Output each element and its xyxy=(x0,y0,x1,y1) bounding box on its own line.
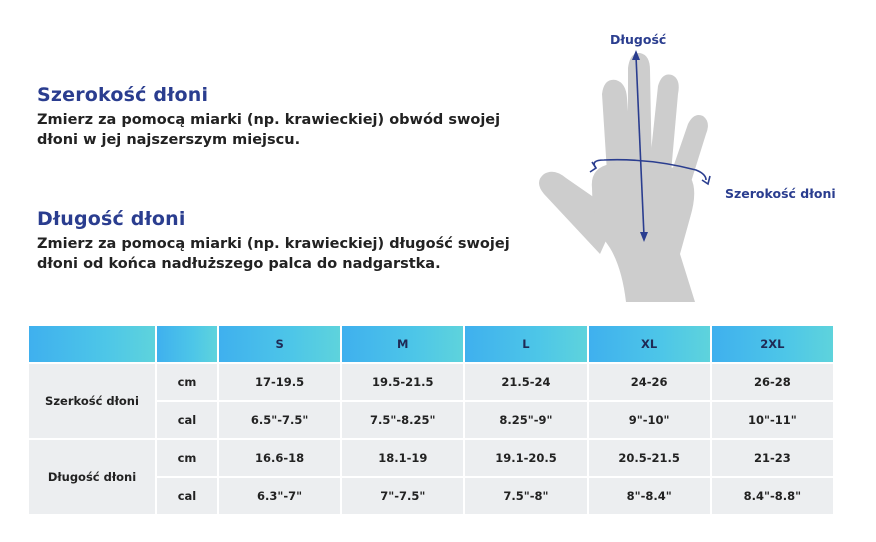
length-title: Długość dłoni xyxy=(37,208,186,230)
value-cell: 16.6-18 xyxy=(218,439,341,477)
value-cell: 17-19.5 xyxy=(218,363,341,401)
value-cell: 19.1-20.5 xyxy=(464,439,587,477)
unit-cell: cm xyxy=(156,363,218,401)
value-cell: 7.5"-8.25" xyxy=(341,401,464,439)
value-cell: 8.4"-8.8" xyxy=(711,477,834,515)
value-cell: 6.3"-7" xyxy=(218,477,341,515)
length-instructions: Zmierz za pomocą miarki (np. krawieckiej) długość swojej dłoni od końca nadłuższego palca do nadgarstka. xyxy=(37,236,510,272)
value-cell: 6.5"-7.5" xyxy=(218,401,341,439)
value-cell: 7"-7.5" xyxy=(341,477,464,515)
width-label: Szerokość dłoni xyxy=(725,186,836,201)
size-table xyxy=(27,324,835,516)
value-cell: 8.25"-9" xyxy=(464,401,587,439)
length-label: Długość xyxy=(610,32,667,47)
value-cell: 24-26 xyxy=(588,363,711,401)
header-empty-cell xyxy=(156,325,218,363)
value-cell: 9"-10" xyxy=(588,401,711,439)
value-cell: 10"-11" xyxy=(711,401,834,439)
unit-cell: cal xyxy=(156,477,218,515)
unit-cell: cm xyxy=(156,439,218,477)
hand-diagram xyxy=(530,28,870,308)
value-cell: 8"-8.4" xyxy=(588,477,711,515)
size-header: XL xyxy=(588,325,711,363)
size-header: S xyxy=(218,325,341,363)
value-cell: 7.5"-8" xyxy=(464,477,587,515)
value-cell: 20.5-21.5 xyxy=(588,439,711,477)
value-cell: 26-28 xyxy=(711,363,834,401)
value-cell: 18.1-19 xyxy=(341,439,464,477)
size-header-row xyxy=(28,325,834,363)
width-instructions: Zmierz za pomocą miarki (np. krawieckiej) obwód swojej dłoni w jej najszerszym miejscu. xyxy=(37,112,501,148)
group-label: Długość dłoni xyxy=(28,439,156,515)
width-section xyxy=(37,84,527,150)
group-label: Szerkość dłoni xyxy=(28,363,156,439)
table-row xyxy=(28,363,834,401)
size-header: 2XL xyxy=(711,325,834,363)
hand-icon xyxy=(530,28,870,308)
hand-silhouette xyxy=(539,53,708,302)
header-empty-cell xyxy=(28,325,156,363)
length-section xyxy=(37,208,537,274)
size-header: M xyxy=(341,325,464,363)
value-cell: 21-23 xyxy=(711,439,834,477)
value-cell: 21.5-24 xyxy=(464,363,587,401)
unit-cell: cal xyxy=(156,401,218,439)
size-header: L xyxy=(464,325,587,363)
width-title: Szerokość dłoni xyxy=(37,84,209,106)
table-row xyxy=(28,439,834,477)
value-cell: 19.5-21.5 xyxy=(341,363,464,401)
